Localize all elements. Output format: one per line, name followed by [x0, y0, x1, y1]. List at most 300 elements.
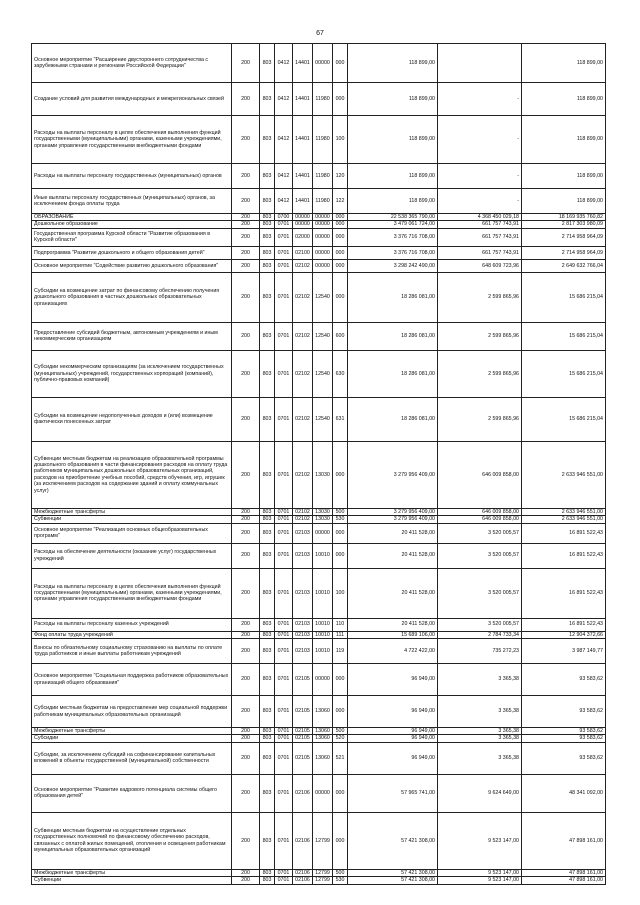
code-glava: 200	[232, 568, 260, 618]
code-vid: 100	[333, 116, 348, 164]
code-direction: 13030	[313, 441, 333, 508]
amount-executed: 3 365,38	[438, 664, 522, 696]
code-razdel: 0701	[275, 568, 293, 618]
amount-remaining: 15 686 215,04	[522, 350, 606, 397]
amount-executed: 648 609 723,96	[438, 259, 522, 272]
code-glava: 200	[232, 228, 260, 246]
code-vid: 000	[333, 664, 348, 696]
amount-remaining: 93 583,62	[522, 664, 606, 696]
code-glava: 200	[232, 877, 260, 884]
table-row	[32, 221, 606, 228]
amount-executed: 2 599 865,96	[438, 322, 522, 350]
code-direction: 12540	[313, 397, 333, 441]
code-razdel: 0701	[275, 543, 293, 568]
row-name: Субсидии	[32, 735, 232, 742]
code-direction: 10010	[313, 631, 333, 638]
code-ved: 803	[260, 508, 275, 515]
code-vid: 120	[333, 164, 348, 189]
code-glava: 200	[232, 221, 260, 228]
code-program: 02102	[293, 516, 313, 523]
table-row	[32, 246, 606, 259]
amount-executed: 661 757 743,91	[438, 228, 522, 246]
code-program: 14401	[293, 189, 313, 214]
table-row	[32, 618, 606, 631]
code-direction: 13030	[313, 508, 333, 515]
code-razdel: 0701	[275, 259, 293, 272]
row-name: Межбюджетные трансферты	[32, 869, 232, 876]
code-direction: 00000	[313, 523, 333, 543]
code-razdel: 0701	[275, 774, 293, 812]
code-ved: 803	[260, 116, 275, 164]
table-row	[32, 322, 606, 350]
code-vid: 000	[333, 272, 348, 322]
code-glava: 200	[232, 774, 260, 812]
amount-remaining: 15 686 215,04	[522, 322, 606, 350]
code-razdel: 0412	[275, 83, 293, 116]
row-name: Расходы на выплаты персоналу казенных учреждений	[32, 618, 232, 631]
code-glava: 200	[232, 272, 260, 322]
amount-remaining: 16 891 522,43	[522, 568, 606, 618]
code-razdel: 0701	[275, 397, 293, 441]
code-program: 02105	[293, 728, 313, 735]
row-name: Подпрограмма "Развитие дошкольного и общего образования детей"	[32, 246, 232, 259]
row-name: Расходы на обеспечение деятельности (оказание услуг) государственных учреждений	[32, 543, 232, 568]
table-row	[32, 441, 606, 508]
code-glava: 200	[232, 44, 260, 83]
code-glava: 200	[232, 322, 260, 350]
amount-remaining: 93 583,62	[522, 735, 606, 742]
code-direction: 00000	[313, 221, 333, 228]
code-program: 02105	[293, 735, 313, 742]
row-name: Фонд оплаты труда учреждений	[32, 631, 232, 638]
amount-planned: 22 538 365 790,00	[348, 214, 438, 221]
code-vid: 631	[333, 397, 348, 441]
amount-executed: 3 365,38	[438, 728, 522, 735]
amount-executed: 3 365,38	[438, 696, 522, 728]
table-row	[32, 516, 606, 523]
code-ved: 803	[260, 543, 275, 568]
code-glava: 200	[232, 543, 260, 568]
code-direction: 13060	[313, 728, 333, 735]
table-row	[32, 543, 606, 568]
code-program: 02106	[293, 877, 313, 884]
amount-planned: 57 965 741,00	[348, 774, 438, 812]
table-row	[32, 568, 606, 618]
row-name: Иные выплаты персоналу государственных (муниципальных) органов, за исключением фонда оплаты труда	[32, 189, 232, 214]
amount-remaining: 48 341 092,00	[522, 774, 606, 812]
table-row	[32, 164, 606, 189]
code-ved: 803	[260, 696, 275, 728]
code-glava: 200	[232, 664, 260, 696]
table-row	[32, 228, 606, 246]
code-program: 02100	[293, 246, 313, 259]
code-razdel: 0701	[275, 618, 293, 631]
row-name: Субвенции	[32, 877, 232, 884]
amount-remaining: 2 714 958 964,09	[522, 228, 606, 246]
amount-executed: 3 520 005,57	[438, 618, 522, 631]
code-ved: 803	[260, 214, 275, 221]
table-row	[32, 350, 606, 397]
amount-planned: 18 286 081,00	[348, 272, 438, 322]
code-vid: 000	[333, 696, 348, 728]
code-glava: 200	[232, 631, 260, 638]
code-razdel: 0701	[275, 350, 293, 397]
code-razdel: 0701	[275, 441, 293, 508]
amount-remaining: 118 899,00	[522, 164, 606, 189]
code-vid: 000	[333, 774, 348, 812]
amount-planned: 96 949,00	[348, 742, 438, 774]
amount-executed: -	[438, 189, 522, 214]
code-direction: 11980	[313, 189, 333, 214]
code-razdel: 0412	[275, 116, 293, 164]
amount-executed: 2 599 865,96	[438, 272, 522, 322]
code-direction: 13060	[313, 735, 333, 742]
code-glava: 200	[232, 214, 260, 221]
code-ved: 803	[260, 728, 275, 735]
row-name: Субсидии, за исключением субсидий на софинансирование капитальных вложений в объекты государственной (муниципальной) собственности	[32, 742, 232, 774]
code-program: 02102	[293, 397, 313, 441]
row-name: ОБРАЗОВАНИЕ	[32, 214, 232, 221]
code-program: 02105	[293, 696, 313, 728]
amount-planned: 96 949,00	[348, 664, 438, 696]
amount-executed: 646 009 858,00	[438, 508, 522, 515]
amount-planned: 20 411 528,00	[348, 523, 438, 543]
row-name: Субсидии на возмещение затрат по финансовому обеспечению получения дошкольного образования в частных дошкольных образовательных организациях	[32, 272, 232, 322]
code-direction: 13030	[313, 516, 333, 523]
amount-planned: 20 411 528,00	[348, 568, 438, 618]
amount-remaining: 118 899,00	[522, 189, 606, 214]
code-ved: 803	[260, 189, 275, 214]
table-row	[32, 742, 606, 774]
code-program: 00000	[293, 214, 313, 221]
code-ved: 803	[260, 350, 275, 397]
amount-remaining: 15 686 215,04	[522, 272, 606, 322]
code-razdel: 0701	[275, 728, 293, 735]
amount-planned: 3 279 956 409,00	[348, 508, 438, 515]
amount-executed: 2 599 865,96	[438, 350, 522, 397]
code-program: 02102	[293, 441, 313, 508]
code-direction: 11980	[313, 83, 333, 116]
amount-planned: 118 899,00	[348, 189, 438, 214]
code-program: 02103	[293, 523, 313, 543]
amount-executed: 735 272,23	[438, 639, 522, 664]
code-razdel: 0701	[275, 272, 293, 322]
row-name: Основное мероприятие "Развитие кадрового потенциала системы общего образования детей"	[32, 774, 232, 812]
code-glava: 200	[232, 618, 260, 631]
amount-executed: 2 599 865,96	[438, 397, 522, 441]
amount-planned: 118 899,00	[348, 83, 438, 116]
code-direction: 12540	[313, 350, 333, 397]
code-direction: 10010	[313, 639, 333, 664]
row-name: Основное мероприятие "Содействие развитию дошкольного образования"	[32, 259, 232, 272]
amount-planned: 18 286 081,00	[348, 397, 438, 441]
amount-remaining: 118 899,00	[522, 83, 606, 116]
table-row	[32, 774, 606, 812]
code-direction: 13060	[313, 696, 333, 728]
code-vid: 500	[333, 728, 348, 735]
row-name: Расходы на выплаты персоналу государственных (муниципальных) органов	[32, 164, 232, 189]
code-glava: 200	[232, 164, 260, 189]
amount-executed: 646 009 858,00	[438, 516, 522, 523]
code-razdel: 0412	[275, 189, 293, 214]
code-ved: 803	[260, 322, 275, 350]
amount-planned: 3 279 956 409,00	[348, 516, 438, 523]
amount-planned: 96 949,00	[348, 735, 438, 742]
code-glava: 200	[232, 728, 260, 735]
amount-planned: 118 899,00	[348, 164, 438, 189]
code-razdel: 0700	[275, 214, 293, 221]
amount-remaining: 2 633 946 551,00	[522, 441, 606, 508]
amount-planned: 18 286 081,00	[348, 322, 438, 350]
code-vid: 100	[333, 568, 348, 618]
table-row	[32, 812, 606, 869]
code-razdel: 0701	[275, 523, 293, 543]
row-name: Основное мероприятие "Реализация основных общеобразовательных программ"	[32, 523, 232, 543]
code-razdel: 0701	[275, 508, 293, 515]
code-glava: 200	[232, 869, 260, 876]
row-name: Создание условий для развития международных и межрегиональных связей	[32, 83, 232, 116]
code-ved: 803	[260, 618, 275, 631]
amount-executed: 3 520 005,57	[438, 568, 522, 618]
code-razdel: 0701	[275, 742, 293, 774]
code-ved: 803	[260, 877, 275, 884]
code-program: 02105	[293, 742, 313, 774]
code-direction: 00000	[313, 259, 333, 272]
amount-remaining: 16 891 522,43	[522, 523, 606, 543]
row-name: Субвенции	[32, 516, 232, 523]
code-glava: 200	[232, 523, 260, 543]
code-vid: 000	[333, 83, 348, 116]
code-vid: 530	[333, 516, 348, 523]
code-ved: 803	[260, 742, 275, 774]
amount-executed: 661 757 743,91	[438, 221, 522, 228]
code-glava: 200	[232, 742, 260, 774]
code-direction: 13060	[313, 742, 333, 774]
code-ved: 803	[260, 516, 275, 523]
amount-planned: 4 722 422,00	[348, 639, 438, 664]
code-ved: 803	[260, 631, 275, 638]
code-razdel: 0701	[275, 696, 293, 728]
code-glava: 200	[232, 259, 260, 272]
amount-remaining: 15 686 215,04	[522, 397, 606, 441]
code-vid: 600	[333, 322, 348, 350]
amount-executed: 9 523 147,00	[438, 869, 522, 876]
amount-planned: 3 479 061 724,00	[348, 221, 438, 228]
code-ved: 803	[260, 812, 275, 869]
table-row	[32, 664, 606, 696]
code-direction: 00000	[313, 228, 333, 246]
code-glava: 200	[232, 696, 260, 728]
amount-remaining: 47 898 161,00	[522, 812, 606, 869]
code-ved: 803	[260, 441, 275, 508]
code-razdel: 0701	[275, 639, 293, 664]
amount-remaining: 18 169 935 760,82	[522, 214, 606, 221]
code-program: 02102	[293, 259, 313, 272]
code-glava: 200	[232, 397, 260, 441]
code-program: 14401	[293, 44, 313, 83]
amount-planned: 118 899,00	[348, 116, 438, 164]
code-program: 02106	[293, 812, 313, 869]
code-ved: 803	[260, 246, 275, 259]
code-glava: 200	[232, 735, 260, 742]
code-ved: 803	[260, 869, 275, 876]
code-program: 02103	[293, 618, 313, 631]
row-name: Субвенции местным бюджетам на осуществление отдельных государственных полномочий по финансовому обеспечению расходов, связанных с оплатой жилых помещений, отопления и освещения работникам муниципальных образовательных организаций	[32, 812, 232, 869]
code-program: 02103	[293, 568, 313, 618]
amount-remaining: 2 817 303 980,09	[522, 221, 606, 228]
code-vid: 520	[333, 735, 348, 742]
code-vid: 500	[333, 508, 348, 515]
amount-executed: -	[438, 164, 522, 189]
code-razdel: 0412	[275, 164, 293, 189]
code-program: 02105	[293, 664, 313, 696]
amount-planned: 18 286 081,00	[348, 350, 438, 397]
code-razdel: 0701	[275, 221, 293, 228]
code-program: 02103	[293, 639, 313, 664]
code-glava: 200	[232, 83, 260, 116]
amount-executed: -	[438, 116, 522, 164]
amount-executed: 646 009 858,00	[438, 441, 522, 508]
code-program: 02106	[293, 774, 313, 812]
amount-executed	[438, 44, 522, 83]
code-vid: 000	[333, 523, 348, 543]
code-program: 14401	[293, 83, 313, 116]
code-vid: 119	[333, 639, 348, 664]
code-ved: 803	[260, 735, 275, 742]
code-vid: 000	[333, 44, 348, 83]
code-vid: 000	[333, 214, 348, 221]
code-razdel: 0701	[275, 664, 293, 696]
code-program: 14401	[293, 116, 313, 164]
code-direction: 00000	[313, 774, 333, 812]
code-vid: 111	[333, 631, 348, 638]
table-row	[32, 877, 606, 884]
table-row	[32, 259, 606, 272]
table-row	[32, 83, 606, 116]
code-vid: 000	[333, 441, 348, 508]
table-row	[32, 44, 606, 83]
code-direction: 10010	[313, 543, 333, 568]
code-vid: 500	[333, 869, 348, 876]
page-number: 67	[316, 30, 324, 37]
amount-planned: 57 421 308,00	[348, 812, 438, 869]
amount-executed: 9 523 147,00	[438, 812, 522, 869]
amount-executed: -	[438, 83, 522, 116]
code-direction: 11980	[313, 116, 333, 164]
code-ved: 803	[260, 774, 275, 812]
budget-table	[31, 43, 606, 885]
code-ved: 803	[260, 523, 275, 543]
code-ved: 803	[260, 44, 275, 83]
amount-planned: 3 298 242 490,00	[348, 259, 438, 272]
amount-remaining: 2 714 958 964,09	[522, 246, 606, 259]
code-vid: 521	[333, 742, 348, 774]
amount-remaining: 2 633 946 551,00	[522, 516, 606, 523]
code-glava: 200	[232, 812, 260, 869]
amount-planned: 57 421 308,00	[348, 869, 438, 876]
code-razdel: 0701	[275, 322, 293, 350]
code-razdel: 0701	[275, 735, 293, 742]
code-ved: 803	[260, 568, 275, 618]
code-program: 02000	[293, 228, 313, 246]
table-row	[32, 116, 606, 164]
code-razdel: 0701	[275, 869, 293, 876]
code-vid: 110	[333, 618, 348, 631]
table-row	[32, 189, 606, 214]
code-program: 00000	[293, 221, 313, 228]
amount-planned: 118 899,00	[348, 44, 438, 83]
row-name: Государственная программа Курской области "Развитие образования в Курской области"	[32, 228, 232, 246]
amount-planned: 3 376 716 708,00	[348, 246, 438, 259]
code-direction: 12799	[313, 812, 333, 869]
code-program: 02103	[293, 543, 313, 568]
code-vid: 000	[333, 543, 348, 568]
code-vid: 630	[333, 350, 348, 397]
code-razdel: 0701	[275, 631, 293, 638]
amount-remaining: 16 891 522,43	[522, 543, 606, 568]
table-row	[32, 735, 606, 742]
code-glava: 200	[232, 246, 260, 259]
amount-remaining: 3 987 149,77	[522, 639, 606, 664]
amount-executed: 2 784 733,34	[438, 631, 522, 638]
amount-executed: 9 624 649,00	[438, 774, 522, 812]
code-ved: 803	[260, 164, 275, 189]
row-name: Субсидии местным бюджетам на предоставление мер социальной поддержки работникам муниципальных образовательных организаций	[32, 696, 232, 728]
code-direction: 11980	[313, 164, 333, 189]
amount-executed: 3 365,38	[438, 742, 522, 774]
code-razdel: 0701	[275, 228, 293, 246]
code-glava: 200	[232, 350, 260, 397]
row-name: Расходы на выплаты персоналу в целях обеспечения выполнения функций государственными (муниципальными) органами, казенными учреждениями, органами управления государственными внебюджетными фондами	[32, 116, 232, 164]
amount-planned: 96 949,00	[348, 728, 438, 735]
amount-remaining: 2 649 632 766,04	[522, 259, 606, 272]
amount-planned: 57 421 308,00	[348, 877, 438, 884]
row-name: Субсидии некоммерческим организациям (за исключением государственных (муниципальных) учреждений, государственных корпораций (компаний), публично-правовых компаний)	[32, 350, 232, 397]
code-ved: 803	[260, 397, 275, 441]
code-program: 14401	[293, 164, 313, 189]
table-row	[32, 631, 606, 638]
amount-executed: 9 523 147,00	[438, 877, 522, 884]
amount-executed: 3 365,38	[438, 735, 522, 742]
code-ved: 803	[260, 639, 275, 664]
amount-planned: 15 689 106,00	[348, 631, 438, 638]
code-ved: 803	[260, 83, 275, 116]
code-direction: 10010	[313, 618, 333, 631]
code-ved: 803	[260, 272, 275, 322]
code-glava: 200	[232, 189, 260, 214]
code-glava: 200	[232, 508, 260, 515]
amount-executed: 3 520 005,57	[438, 543, 522, 568]
amount-remaining: 2 633 946 551,00	[522, 508, 606, 515]
code-glava: 200	[232, 441, 260, 508]
code-vid: 000	[333, 259, 348, 272]
amount-executed: 661 757 743,91	[438, 246, 522, 259]
code-vid: 000	[333, 228, 348, 246]
table-row	[32, 728, 606, 735]
amount-remaining: 93 583,62	[522, 696, 606, 728]
code-vid: 000	[333, 246, 348, 259]
code-vid: 000	[333, 812, 348, 869]
amount-remaining: 16 891 522,43	[522, 618, 606, 631]
amount-remaining: 118 899,00	[522, 44, 606, 83]
code-glava: 200	[232, 516, 260, 523]
code-vid: 530	[333, 877, 348, 884]
code-vid: 000	[333, 221, 348, 228]
amount-executed: 3 520 005,57	[438, 523, 522, 543]
code-razdel: 0701	[275, 516, 293, 523]
row-name: Межбюджетные трансферты	[32, 728, 232, 735]
amount-executed: 4 368 450 029,18	[438, 214, 522, 221]
